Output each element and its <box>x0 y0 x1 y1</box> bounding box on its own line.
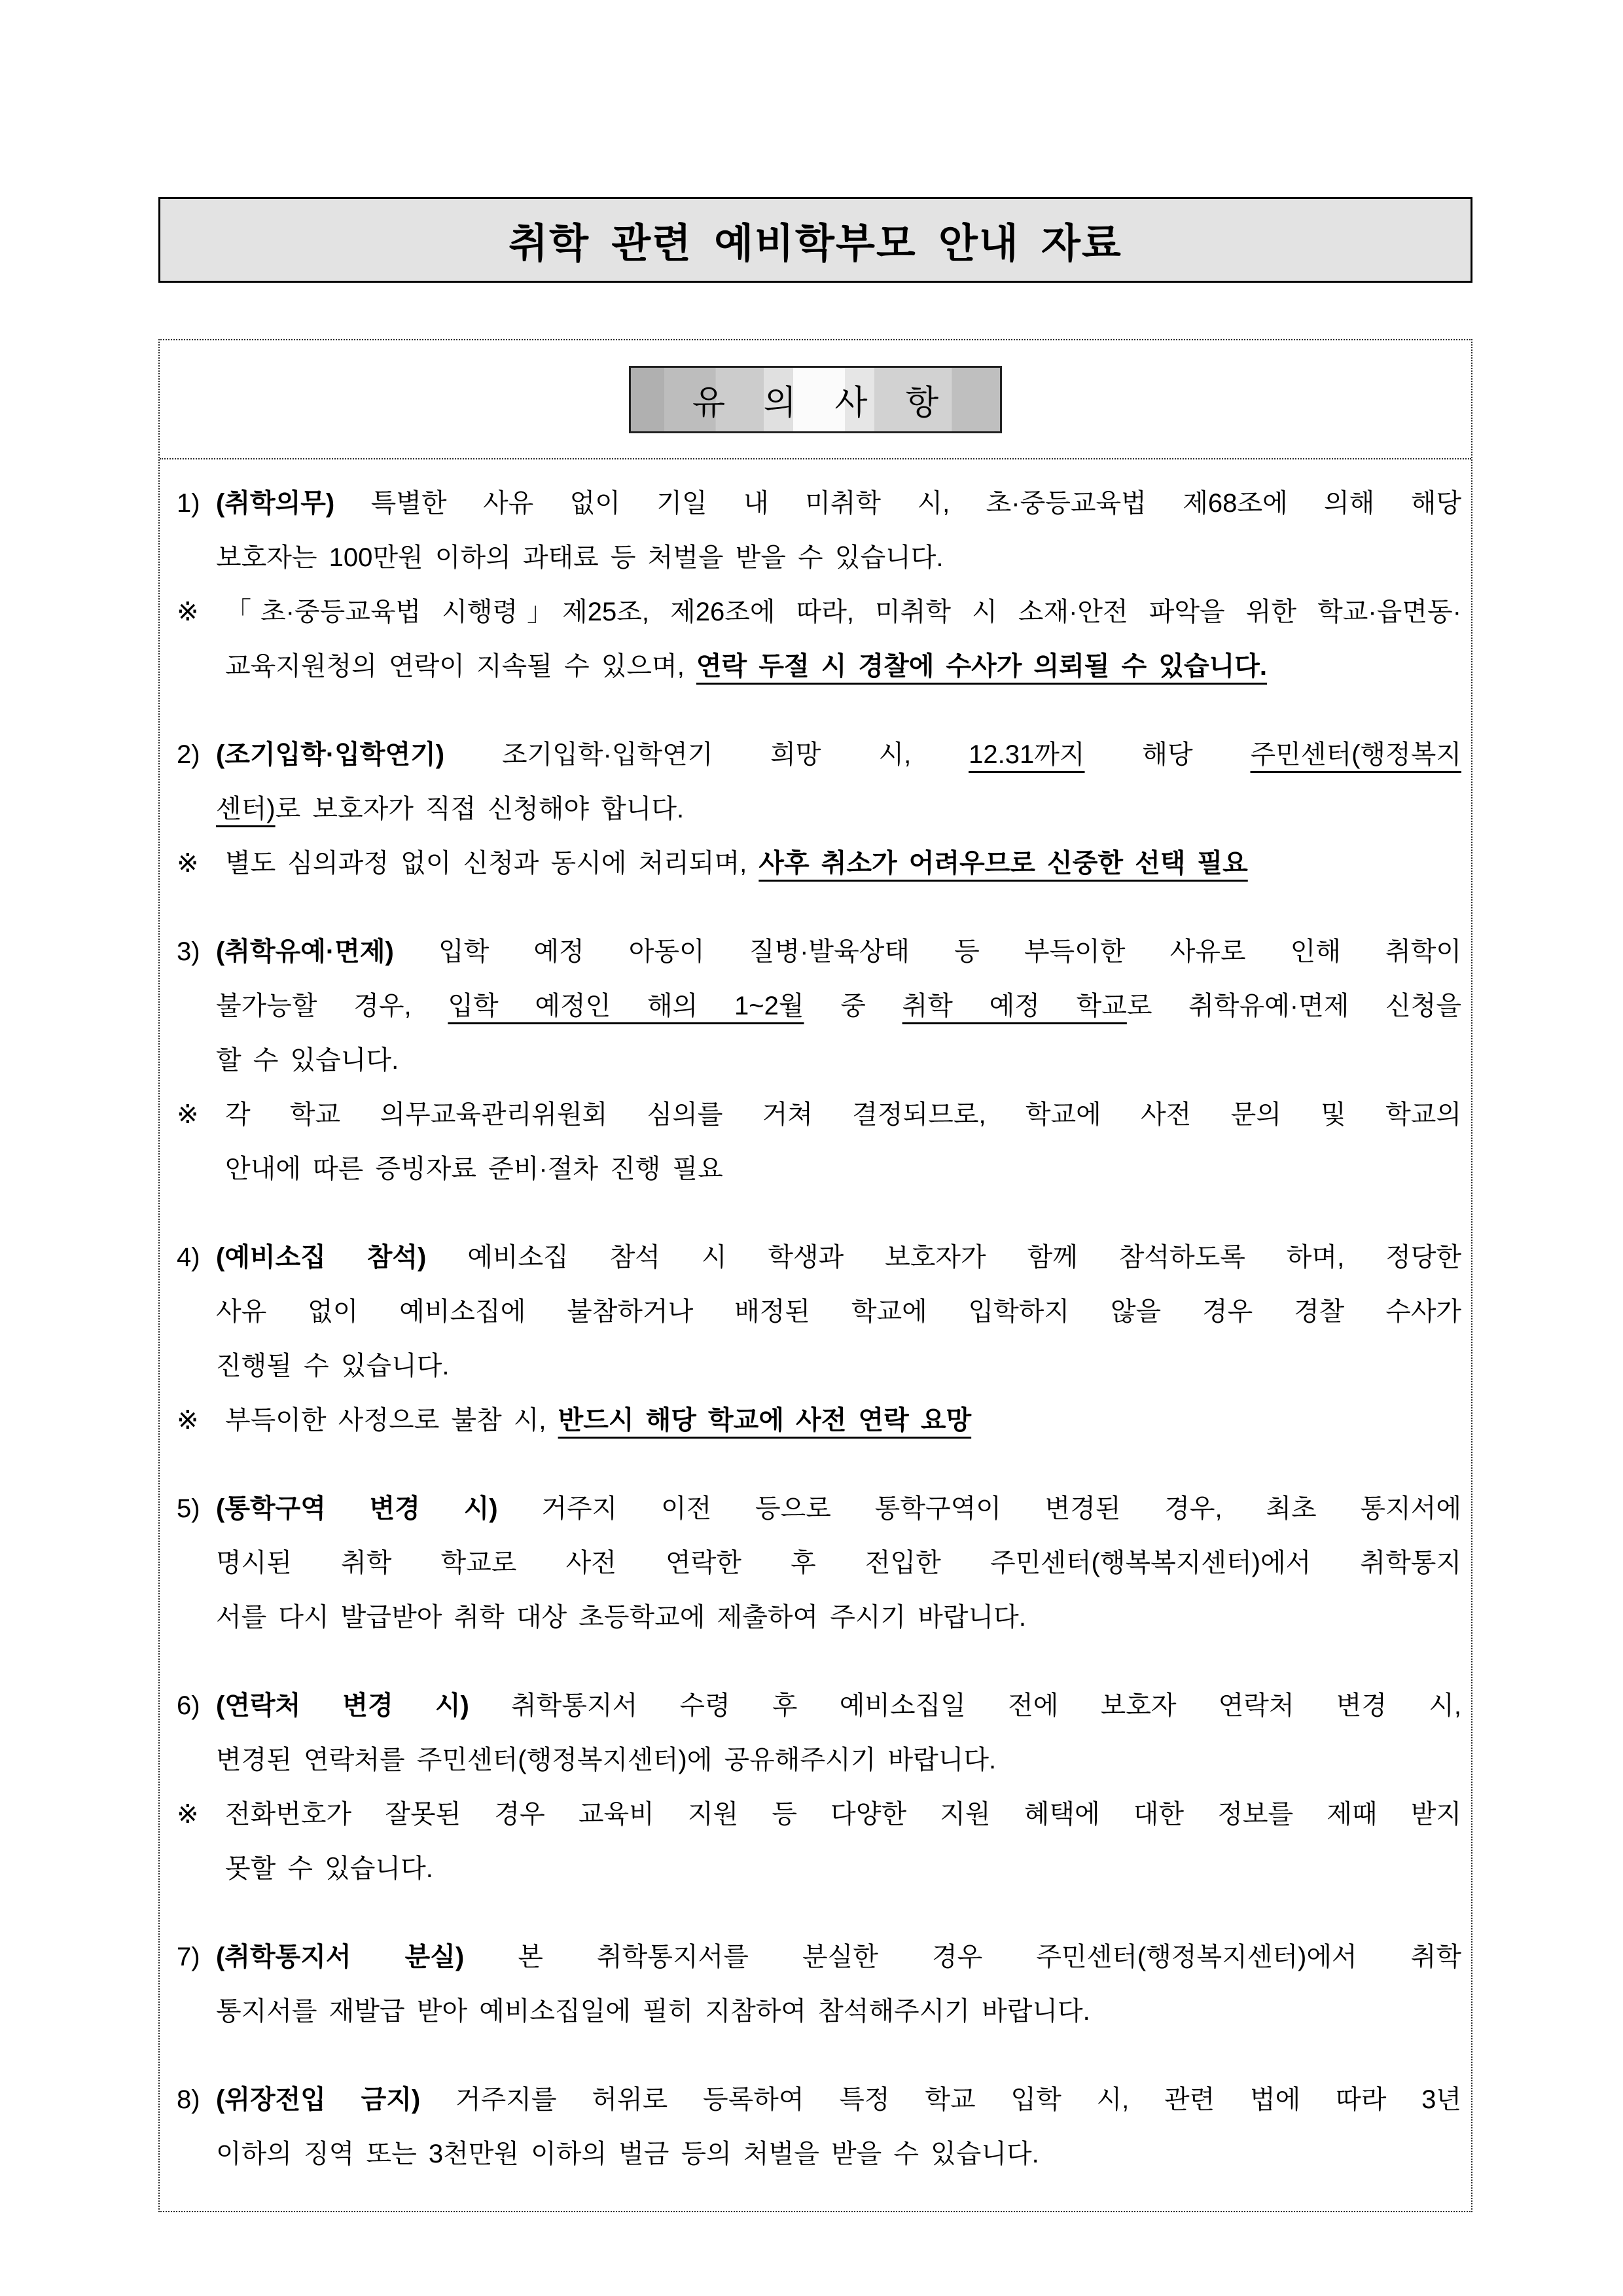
text-line <box>216 1590 1461 1645</box>
text-line <box>216 1339 1461 1393</box>
list-item <box>177 1482 1461 1645</box>
text-line <box>177 2073 1462 2127</box>
item-paragraph <box>177 728 1461 836</box>
text-segment: 안내에 따른 증빙자료 준비·절차 진행 필요 <box>225 1155 723 1183</box>
text-segment: 센터) <box>216 795 276 823</box>
text-segment: 본 취학통지서를 분실한 경우 주민센터(행정복지센터)에서 취학 <box>464 1943 1462 1971</box>
text-segment: (취학유예·면제) <box>216 937 394 966</box>
notice-title: 유 의 사 항 <box>692 384 954 422</box>
text-segment: 로 취학유예·면제 신청을 <box>1126 992 1462 1020</box>
text-segment: 입학 예정인 해의 1~2월 <box>448 992 804 1020</box>
text-segment: 교육지원청의 연락이 지속될 수 있으며, <box>225 652 696 681</box>
item-number: 6) <box>177 1691 200 1720</box>
text-segment: 불가능할 경우, <box>216 992 448 1020</box>
text-segment: (예비소집 참석) <box>216 1243 427 1272</box>
text-segment: (조기입학·입학연기) <box>216 740 445 769</box>
text-line <box>177 1230 1461 1285</box>
text-line <box>216 2127 1461 2181</box>
text-line <box>177 925 1461 979</box>
note-paragraph <box>177 1787 1461 1896</box>
note-paragraph <box>177 836 1461 891</box>
text-segment: 반드시 해당 학교에 사전 연락 요망 <box>558 1406 972 1435</box>
text-segment: 각 학교 의무교육관리위원회 심의를 거쳐 결정되므로, 학교에 사전 문의 및 학교의 <box>225 1100 1461 1129</box>
text-line <box>177 728 1461 782</box>
text-segment: 사유 없이 예비소집에 불참하거나 배정된 학교에 입학하지 않을 경우 경찰 수사가 <box>216 1297 1461 1326</box>
text-segment: 연락 두절 시 경찰에 수사가 의뢰될 수 있습니다. <box>696 652 1267 681</box>
notice-section <box>158 339 1472 2212</box>
note-paragraph <box>177 1088 1461 1196</box>
list-item <box>177 728 1461 891</box>
text-line <box>216 782 1461 836</box>
text-line <box>225 639 1461 694</box>
text-segment: 로 보호자가 직접 신청해야 합니다. <box>275 795 685 823</box>
item-number: 4) <box>177 1243 200 1272</box>
text-line <box>177 1088 1461 1142</box>
text-segment: 통지서를 재발급 받아 예비소집일에 필히 지참하여 참석해주시기 바랍니다. <box>216 1997 1090 2026</box>
text-line <box>177 1787 1461 1842</box>
text-line <box>177 1393 1461 1448</box>
text-line <box>216 1984 1461 2039</box>
notice-header-row <box>160 340 1471 459</box>
text-line <box>177 836 1461 891</box>
text-segment: 사후 취소가 어려우므로 신중한 선택 필요 <box>758 849 1248 878</box>
text-segment: 변경된 연락처를 주민센터(행정복지센터)에 공유해주시기 바랍니다. <box>216 1746 997 1774</box>
text-segment: 「초·중등교육법 시행령」제25조, 제26조에 따라, 미취학 시 소재·안전 파악을 위한 학교·읍면동· <box>225 598 1461 626</box>
text-segment: 주민센터(행정복지 <box>1250 740 1461 769</box>
item-number: 2) <box>177 740 200 769</box>
text-line <box>177 1482 1461 1536</box>
list-item <box>177 1930 1461 2039</box>
text-line <box>177 476 1461 531</box>
text-line <box>177 585 1461 639</box>
text-segment: 명시된 취학 학교로 사전 연락한 후 전입한 주민센터(행복복지센터)에서 취학통지 <box>216 1549 1461 1577</box>
item-paragraph <box>177 1930 1461 2039</box>
item-number: 7) <box>177 1943 200 1971</box>
list-item <box>177 2073 1461 2181</box>
text-line <box>216 1536 1461 1590</box>
text-segment: 보호자는 100만원 이하의 과태료 등 처벌을 받을 수 있습니다. <box>216 543 944 572</box>
text-line <box>177 1930 1462 1984</box>
item-number: 1) <box>177 489 200 518</box>
item-paragraph <box>177 476 1461 585</box>
item-number: 5) <box>177 1494 200 1523</box>
list-item <box>177 1679 1461 1896</box>
text-line <box>225 1842 1461 1896</box>
text-segment: 조기입학·입학연기 희망 시, <box>444 740 969 769</box>
text-line <box>216 1733 1461 1787</box>
text-segment: 해당 <box>1084 740 1251 769</box>
item-paragraph <box>177 1679 1461 1787</box>
note-paragraph <box>177 1393 1461 1448</box>
text-segment: 입학 예정 아동이 질병·발육상태 등 부득이한 사유로 인해 취학이 <box>393 937 1461 966</box>
text-segment: 진행될 수 있습니다. <box>216 1352 450 1380</box>
list-item <box>177 1230 1461 1448</box>
item-paragraph <box>177 925 1461 1088</box>
list-item <box>177 925 1461 1196</box>
text-segment: 거주지 이전 등으로 통학구역이 변경된 경우, 최초 통지서에 <box>497 1494 1461 1523</box>
text-line <box>216 1285 1461 1339</box>
note-marker: ※ <box>177 849 199 878</box>
text-line <box>177 1679 1461 1733</box>
text-segment: 전화번호가 잘못된 경우 교육비 지원 등 다양한 지원 혜택에 대한 정보를 제때 받지 <box>225 1800 1461 1829</box>
note-paragraph <box>177 585 1461 694</box>
notice-items <box>160 459 1471 2181</box>
item-number: 8) <box>177 2085 200 2114</box>
text-segment: 12.31까지 <box>969 740 1085 769</box>
note-marker: ※ <box>177 1100 199 1129</box>
text-segment: 할 수 있습니다. <box>216 1046 399 1075</box>
text-segment: (취학의무) <box>216 489 335 518</box>
text-line <box>225 1142 1461 1196</box>
text-segment: (연락처 변경 시) <box>216 1691 469 1720</box>
text-segment: 서를 다시 발급받아 취학 대상 초등학교에 제출하여 주시기 바랍니다. <box>216 1603 1026 1632</box>
text-line <box>216 1033 1461 1088</box>
text-line <box>216 531 1461 585</box>
item-paragraph <box>177 2073 1461 2181</box>
text-segment: 거주지를 허위로 등록하여 특정 학교 입학 시, 관련 법에 따라 3년 <box>420 2085 1462 2114</box>
text-segment: 예비소집 참석 시 학생과 보호자가 함께 참석하도록 하며, 정당한 <box>426 1243 1461 1272</box>
title-banner <box>158 197 1472 283</box>
text-segment: (통학구역 변경 시) <box>216 1494 498 1523</box>
text-segment: 취학통지서 수령 후 예비소집일 전에 보호자 연락처 변경 시, <box>469 1691 1461 1720</box>
notice-header <box>629 366 1002 433</box>
text-line <box>216 979 1461 1033</box>
text-segment: (취학통지서 분실) <box>216 1943 465 1971</box>
text-segment: 특별한 사유 없이 기일 내 미취학 시, 초·중등교육법 제68조에 의해 해당 <box>334 489 1461 518</box>
text-segment: 이하의 징역 또는 3천만원 이하의 벌금 등의 처벌을 받을 수 있습니다. <box>216 2140 1039 2168</box>
item-paragraph <box>177 1230 1461 1393</box>
item-number: 3) <box>177 937 200 966</box>
text-segment: 취학 예정 학교 <box>902 992 1127 1020</box>
list-item <box>177 476 1461 694</box>
text-segment: 부득이한 사정으로 불참 시, <box>225 1406 558 1435</box>
page-title: 취학 관련 예비학부모 안내 자료 <box>508 221 1122 266</box>
text-segment: 중 <box>804 992 902 1020</box>
text-segment: (위장전입 금지) <box>216 2085 421 2114</box>
text-segment: 별도 심의과정 없이 신청과 동시에 처리되며, <box>225 849 759 878</box>
item-paragraph <box>177 1482 1461 1645</box>
note-marker: ※ <box>177 1406 199 1435</box>
text-segment: 못할 수 있습니다. <box>225 1854 433 1883</box>
note-marker: ※ <box>177 1800 199 1829</box>
note-marker: ※ <box>177 598 199 626</box>
